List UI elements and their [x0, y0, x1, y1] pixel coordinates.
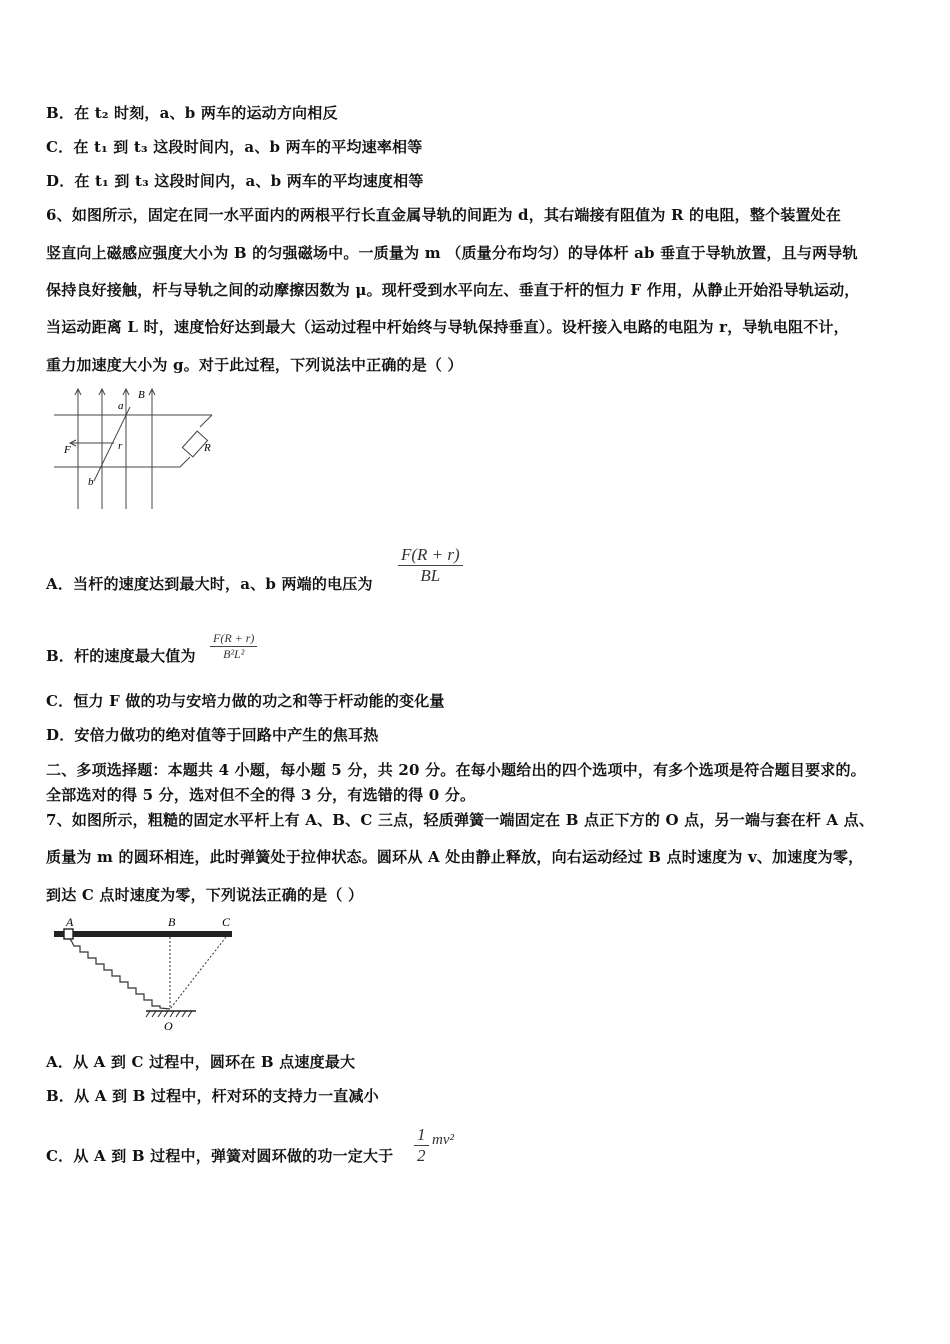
- section-2-header: 二、多项选择题：本题共 4 小题，每小题 5 分，共 20 分。在每小题给出的四个选项中，有多个选项是符合题目要求的。: [46, 761, 866, 779]
- q7-option-b: B．从 A 到 B 过程中，杆对环的支持力一直减小: [46, 1087, 379, 1105]
- q7-stem-line-1: 7、如图所示，粗糙的固定水平杆上有 A、B、C 三点，轻质弹簧一端固定在 B 点正下方的 O 点，另一端与套在杆 A 点、: [46, 811, 875, 829]
- q6-option-d: D．安倍力做功的绝对值等于回路中产生的焦耳热: [46, 726, 379, 744]
- formula-c-numerator: 1: [417, 1125, 426, 1144]
- formula-a-denominator: BL: [420, 566, 441, 585]
- rail-figure: [50, 385, 230, 515]
- q7-stem-line-2: 质量为 m 的圆环相连，此时弹簧处于拉伸状态。圆环从 A 处由静止释放，向右运动经过 B 点时速度为 v、加速度为零，: [46, 848, 864, 866]
- q6-option-a: A．当杆的速度达到最大时，a、b 两端的电压为: [46, 575, 373, 593]
- fig2-label-C: C: [222, 915, 231, 929]
- section-2-scoring: 全部选对的得 5 分，选对但不全的得 3 分，有选错的得 0 分。: [46, 786, 476, 804]
- formula-c-denominator: 2: [417, 1146, 426, 1165]
- q6-stem-line-5: 重力加速度大小为 g。对于此过程，下列说法中正确的是（ ）: [46, 356, 463, 374]
- q7-option-a: A．从 A 到 C 过程中，圆环在 B 点速度最大: [46, 1053, 356, 1071]
- fig1-label-R: R: [204, 442, 211, 454]
- formula-b-numerator: F(R + r): [213, 631, 255, 645]
- q7-option-c: C．从 A 到 B 过程中，弹簧对圆环做的功一定大于: [46, 1147, 394, 1165]
- fig2-label-A: A: [66, 915, 74, 929]
- formula-a-numerator: F(R + r): [401, 545, 460, 564]
- q6-stem-line-4: 当运动距离 L 时，速度恰好达到最大（运动过程中杆始终与导轨保持垂直）。设杆接入电路的电阻为 r，导轨电阻不计，: [46, 318, 849, 336]
- option-b-q5: B．在 t₂ 时刻，a、b 两车的运动方向相反: [46, 104, 338, 122]
- q6-stem-line-3: 保持良好接触，杆与导轨之间的动摩擦因数为 μ。现杆受到水平向左、垂直于杆的恒力 F 作用，从静止开始沿导轨运动，: [46, 281, 860, 299]
- fig1-label-F: F: [64, 444, 71, 456]
- q6-option-a-formula: [398, 545, 463, 586]
- fig2-label-O: O: [164, 1019, 173, 1033]
- fig1-label-B: B: [138, 389, 145, 401]
- q6-stem-line-1: 6、如图所示，固定在同一水平面内的两根平行长直金属导轨的间距为 d，其右端接有阻值为 R 的电阻，整个装置处在: [46, 206, 842, 224]
- q6-option-b: B．杆的速度最大值为: [46, 647, 196, 665]
- option-c-q5: C．在 t₁ 到 t₃ 这段时间内，a、b 两车的平均速率相等: [46, 138, 423, 156]
- formula-b-denominator: B²L²: [223, 647, 245, 661]
- q6-stem-line-2: 竖直向上磁感应强度大小为 B 的匀强磁场中。一质量为 m （质量分布均匀）的导体杆 ab 垂直于导轨放置，且与两导轨: [46, 244, 858, 262]
- fig2-label-B: B: [168, 915, 176, 929]
- option-d-q5: D．在 t₁ 到 t₃ 这段时间内，a、b 两车的平均速度相等: [46, 172, 424, 190]
- spring-figure: [50, 912, 240, 1034]
- q7-stem-line-3: 到达 C 点时速度为零，下列说法正确的是（ ）: [46, 886, 364, 904]
- q6-option-c: C．恒力 F 做的功与安培力做的功之和等于杆动能的变化量: [46, 692, 445, 710]
- fig1-label-r: r: [118, 440, 123, 452]
- fig1-label-a: a: [118, 400, 124, 412]
- q7-option-c-fraction: [414, 1125, 429, 1166]
- q7-option-c-tail: mv²: [432, 1132, 454, 1148]
- q6-option-b-formula: [210, 631, 257, 662]
- fig1-label-b: b: [88, 476, 94, 488]
